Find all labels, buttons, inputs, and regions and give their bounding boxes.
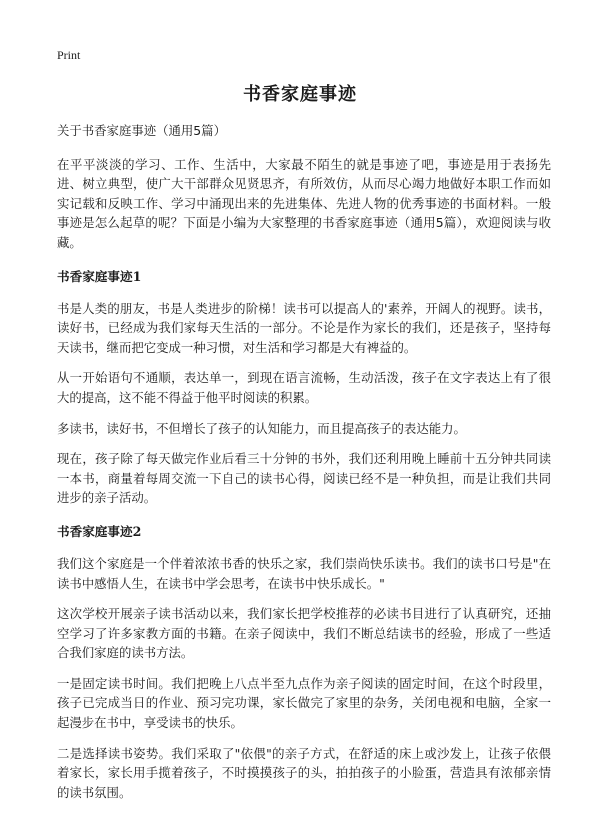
section-1-heading: 书香家庭事迹1 <box>57 268 142 284</box>
section-2-paragraph-2: 这次学校开展亲子读书活动以来，我们家长把学校推荐的必读书目进行了认真研究，还抽空学习了许多家教方面的书籍。在亲子阅读中，我们不断总结读书的经验，形成了一些适合我们家庭的读书方法。 <box>57 606 551 661</box>
print-link[interactable]: Print <box>57 48 81 62</box>
section-1-paragraph-3: 多读书，读好书，不但增长了孩子的认知能力，而且提高孩子的表达能力。 <box>57 420 466 436</box>
section-2-paragraph-4: 二是选择读书姿势。我们采取了"依偎"的亲子方式，在舒适的床上或沙发上，让孩子依偎着家长，家长用手揽着孩子，不时摸摸孩子的头，拍拍孩子的小脸蛋，营造具有浓郁亲情的读书氛围。 <box>57 745 551 800</box>
section-2-paragraph-3: 一是固定读书时间。我们把晚上八点半至九点作为亲子阅读的固定时间，在这个时段里，孩子已完成当日的作业、预习完功课，家长做完了家里的杂务，关闭电视和电脑，全家一起漫步在书中，享受读书的快乐。 <box>57 675 551 731</box>
section-1-paragraph-2: 从一开始语句不通顺，表达单一，到现在语言流畅，生动活泼，孩子在文字表达上有了很大的提高，这不能不得益于他平时阅读的积累。 <box>57 370 551 405</box>
section-1-paragraph-1: 书是人类的朋友，书是人类进步的阶梯！读书可以提高人的'素养，开阔人的视野。读书，读好书，已经成为我们家每天生活的一部分。不论是作为家长的我们，还是孩子，坚持每天读书，继而把它变成一种习惯，对生活和学习都是大有裨益的。 <box>57 300 551 355</box>
section-1-paragraph-4: 现在，孩子除了每天做完作业后看三十分钟的书外，我们还利用晚上睡前十五分钟共同读一本书，商量着每周交流一下自己的读书心得，阅读已经不是一种负担，而是让我们共同进步的亲子活动。 <box>57 451 551 506</box>
intro-paragraph: 在平平淡淡的学习、工作、生活中，大家最不陌生的就是事迹了吧，事迹是用于表扬先进、树立典型，使广大干部群众见贤思齐，有所效仿，从而尽心竭力地做好本职工作而如实记载和反映工作、学习中涌现出来的先进集体、先进人物的优秀事迹的书面材料。一般事迹是怎么起草的呢？下面是小编为大家整理的书香家庭事迹（通用5篇），欢迎阅读与收藏。 <box>57 156 551 250</box>
article-subtitle: 关于书香家庭事迹（通用5篇） <box>57 123 226 138</box>
page-title: 书香家庭事迹 <box>243 84 357 105</box>
section-2-heading: 书香家庭事迹2 <box>57 523 142 539</box>
section-2-paragraph-1: 我们这个家庭是一个伴着浓浓书香的快乐之家，我们崇尚快乐读书。我们的读书口号是"在读书中感悟人生，在读书中学会思考，在读书中快乐成长。" <box>57 555 551 591</box>
article-body <box>57 121 551 813</box>
